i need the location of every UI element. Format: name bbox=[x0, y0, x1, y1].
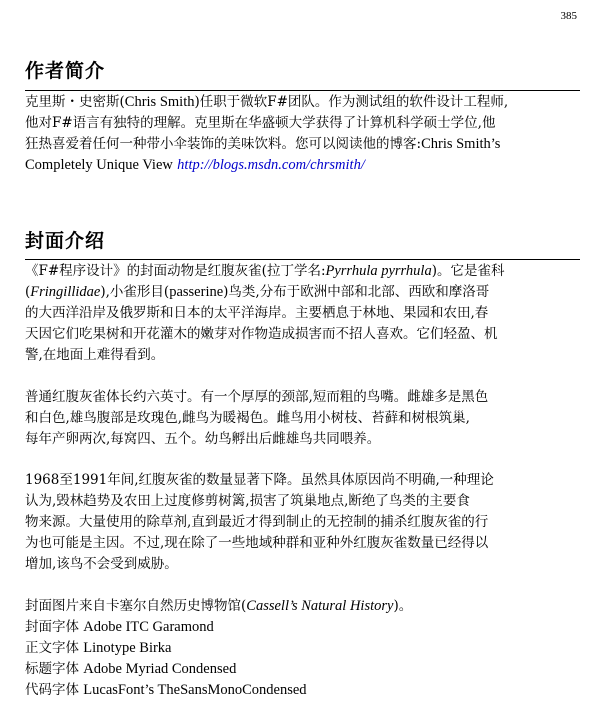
image-credit: 封面图片来自卡塞尔自然历史博物馆(Cassell’s Natural History)。 bbox=[25, 598, 413, 614]
author-line-2: 他对F#语言有独特的理解。克里斯在华盛顿大学获得了计算机科学硕士学位,他 bbox=[25, 115, 496, 131]
font-credit-code: 代码字体 LucasFont’s TheSansMonoCondensed bbox=[25, 682, 307, 698]
author-line-4 bbox=[25, 155, 585, 176]
author-line-1: 克里斯・史密斯(Chris Smith)任职于微软F#团队。作为测试组的软件设计工程师, bbox=[25, 94, 509, 110]
blog-link[interactable]: http://blogs.msdn.com/chrsmith/ bbox=[177, 157, 365, 173]
author-line-3: 狂热喜爱着任何一种带小伞装饰的美味饮料。您可以阅读他的博客:Chris Smith’s bbox=[25, 136, 501, 152]
cover-heading: 封面介绍 bbox=[25, 230, 106, 252]
cover-paragraph-2: 普通红腹灰雀体长约六英寸。有一个厚厚的颈部,短而粗的鸟嘴。雌雄多是黑色 和白色,雄鸟腹部是玫瑰色,雌鸟为暖褐色。雌鸟用小树枝、苔藓和树根筑巢, 每年产卵两次,每窝四、五个。幼鸟孵出后雌雄鸟共同喂养。 bbox=[25, 389, 489, 447]
blog-title: Completely Unique View bbox=[25, 157, 173, 173]
author-divider bbox=[25, 90, 580, 91]
font-credit-title: 标题字体 Adobe Myriad Condensed bbox=[25, 661, 237, 677]
cover-paragraph-1: 《F#程序设计》的封面动物是红腹灰雀(拉丁学名:Pyrrhula pyrrhula)。它是雀科 (Fringillidae),小雀形目(passerine)鸟类,分布于欧洲中部和北部、西欧和摩洛哥 的大西洋沿岸及俄罗斯和日本的太平洋海岸。主要栖息于林地、果园和农田,春 天因它们吃果树和开花灌木的嫩芽对作物造成损害而不招人喜欢。它们轻盈、机 警,在地面上难得看到。 bbox=[25, 263, 505, 363]
credits bbox=[25, 596, 585, 701]
author-heading: 作者简介 bbox=[25, 60, 106, 82]
cover-divider bbox=[25, 259, 580, 260]
font-credit-cover: 封面字体 Adobe ITC Garamond bbox=[25, 619, 214, 635]
author-bio bbox=[25, 92, 585, 176]
page-number: 385 bbox=[560, 10, 577, 22]
font-credit-body: 正文字体 Linotype Birka bbox=[25, 640, 172, 656]
cover-paragraph-3: 1968至1991年间,红腹灰雀的数量显著下降。虽然具体原因尚不明确,一种理论 认为,毁林趋势及农田上过度修剪树篱,损害了筑巢地点,断绝了鸟类的主要食 物来源。大量使用的除草剂,直到最近才得到制止的无控制的捕杀红腹灰雀的行 为也可能是主因。不过,现在除了一些地域种群和亚种外红腹灰雀数量已经得以 增加,该鸟不会受到威胁。 bbox=[25, 472, 494, 572]
